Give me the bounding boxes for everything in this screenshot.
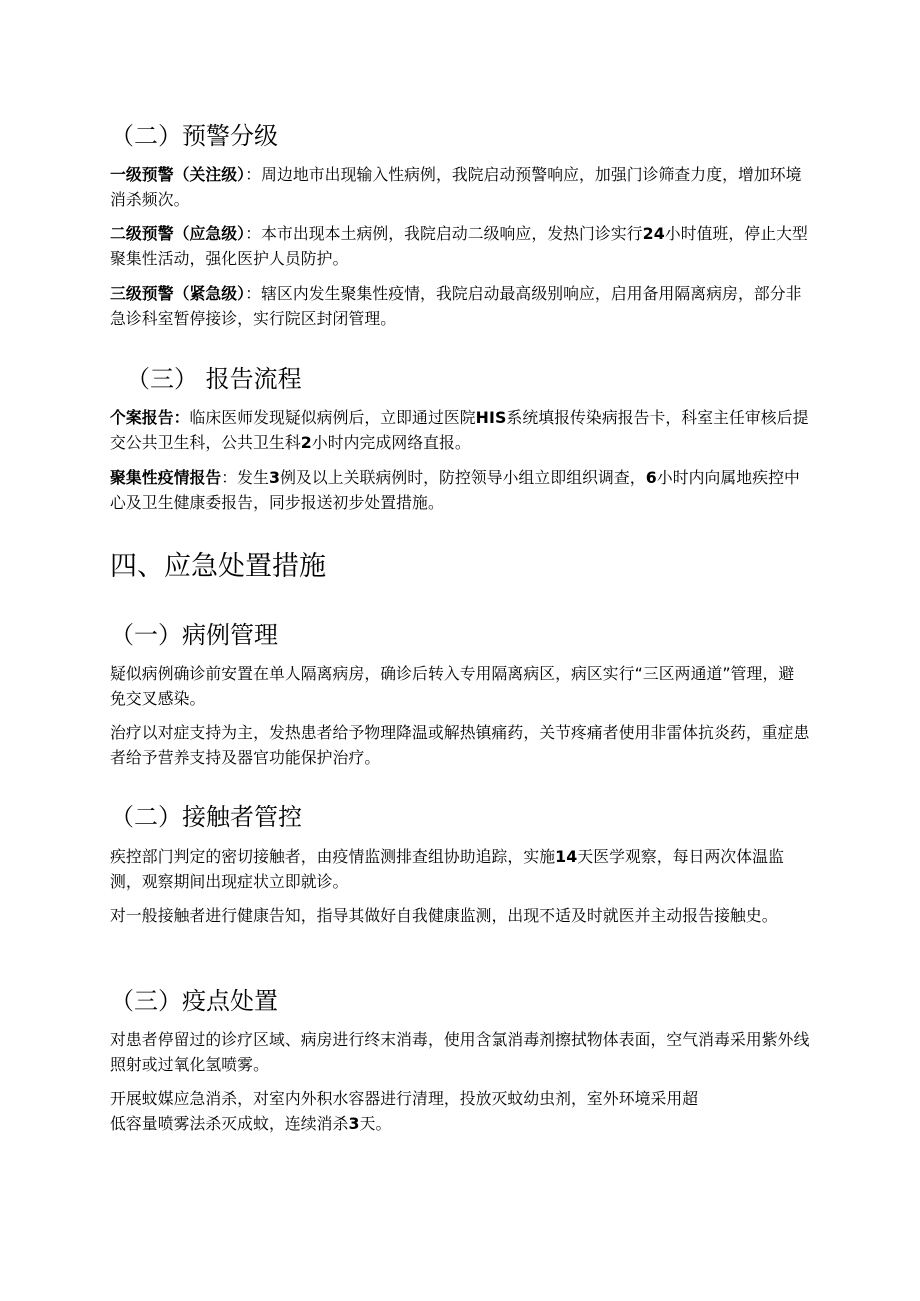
text-cluster-a: ：发生 [221, 468, 269, 487]
chapter-title-emergency: 四、应急处置措施 [110, 551, 326, 582]
label-level-one: 一级预警（关注级） [110, 165, 246, 184]
paragraph-close-contacts [110, 845, 810, 894]
paragraph-treatment: 治疗以对症支持为主，发热患者给予物理降温或解热镇痛药，关节疼痛者使用非雷体抗炎药，重症患者给予营养支持及器官功能保护治疗。 [110, 723, 810, 767]
label-case-report: 个案报告： [110, 408, 190, 427]
text-contacts-a: 疾控部门判定的密切接触者，由疫情监测排查组协助追踪，实施 [110, 847, 556, 866]
label-level-three: 三级预警（紧急级） [110, 284, 246, 303]
section-title-reporting: （三） 报告流程 [126, 365, 302, 393]
paragraph-level-two [110, 222, 810, 271]
text-cluster-b: 例及以上关联病例时，防控领导小组立即组织调查， [280, 468, 646, 487]
paragraph-case-report [110, 406, 810, 455]
paragraph-level-three [110, 282, 810, 331]
paragraph-cluster-report [110, 466, 810, 515]
text-contacts-b: 天医学观察，每日两次体温监测，观察期间出现症状立即就诊。 [110, 847, 784, 891]
text-case-report-a: 临床医师发现疑似病例后，立即通过医院 [189, 408, 476, 427]
label-cluster-report: 聚集性疫情报告 [110, 468, 222, 487]
text-level-one: ：周边地市出现输入性病例，我院启动预警响应，加强门诊筛查力度，增加环境消杀频次。 [110, 165, 802, 209]
text-level-three: ：辖区内发生聚集性疫情，我院启动最高级别响应，启用备用隔离病房，部分非急诊科室暂停接诊，实行院区封闭管理。 [110, 284, 802, 328]
num-2: 2 [300, 432, 312, 452]
section-title-contact-control: （二）接触者管控 [110, 803, 302, 831]
paragraph-general-contacts: 对一般接触者进行健康告知，指导其做好自我健康监测，出现不适及时就医并主动报告接触史。 [110, 906, 778, 925]
num-3-cases: 3 [268, 468, 281, 487]
paragraph-mosquito-control [110, 1087, 810, 1136]
his-system: HIS [475, 408, 507, 427]
text-case-report-c: 小时内完成网络直报。 [311, 432, 471, 452]
num-14: 14 [555, 847, 578, 866]
section-title-outbreak-site: （三）疫点处置 [110, 987, 278, 1015]
section-title-case-management: （一）病例管理 [110, 621, 278, 649]
text-mosquito-line2-b: 天。 [359, 1113, 392, 1133]
text-case-report-b: 系统填报传染病报告卡，科室主任审核后提交公共卫生科，公共卫生科 [110, 408, 809, 452]
paragraph-terminal-disinfection: 对患者停留过的诊疗区域、病房进行终末消毒，使用含氯消毒剂擦拭物体表面，空气消毒采用紫外线照射或过氧化氢喷雾。 [110, 1030, 810, 1074]
num-24: 24 [642, 224, 665, 243]
text-cluster-c: 小时内向属地疾控中心及卫生健康委报告，同步报送初步处置措施。 [110, 468, 800, 512]
section-title-warning-levels: （二）预警分级 [110, 122, 278, 150]
text-mosquito-line1: 开展蚊媒应急消杀，对室内外积水容器进行清理，投放灭蚊幼虫剂，室外环境采用超 [110, 1089, 699, 1108]
text-level-two-b: 小时值班，停止大型聚集性活动，强化医护人员防护。 [110, 224, 808, 268]
label-level-two: 二级预警（应急级） [110, 224, 246, 243]
num-6-hours: 6 [645, 468, 657, 487]
paragraph-level-one [110, 163, 810, 212]
num-3-days: 3 [348, 1113, 360, 1133]
paragraph-isolation: 疑似病例确诊前安置在单人隔离病房，确诊后转入专用隔离病区，病区实行“三区两通道”管理，避免交叉感染。 [110, 664, 795, 708]
text-mosquito-line2-a: 低容量喷雾法杀灭成蚊，连续消杀 [110, 1113, 349, 1133]
text-level-two-a: ：本市出现本土病例，我院启动二级响应，发热门诊实行 [245, 224, 643, 243]
